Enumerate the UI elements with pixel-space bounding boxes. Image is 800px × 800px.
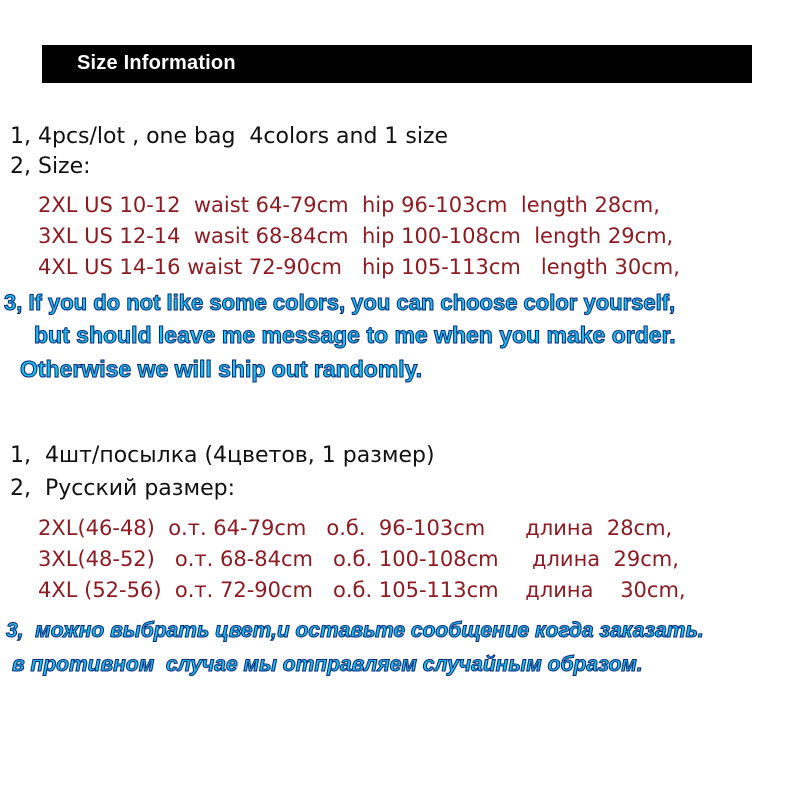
- lot-info-line: 1, 4pcs/lot , one bag 4colors and 1 size: [10, 124, 449, 149]
- size-row-3xl: 3XL US 12-14 wasit 68-84cm hip 100-108cm length 29cm,: [38, 224, 674, 248]
- color-note-line-3: Otherwise we will ship out randomly.: [20, 356, 423, 382]
- size-row-3xl-ru: 3XL(48-52) о.т. 68-84cm о.б. 100-108cm длина 29cm,: [38, 547, 679, 571]
- section-title: Size Information: [77, 52, 236, 74]
- color-note-line-1: 3, If you do not like some colors, you can choose color yourself,: [4, 290, 676, 315]
- color-note-line-2: but should leave me message to me when you make order.: [34, 322, 676, 348]
- color-note-ru-line-2: в противном случае мы отправляем случайным образом.: [12, 653, 643, 676]
- section-header-banner: [42, 45, 752, 83]
- size-row-2xl: 2XL US 10-12 waist 64-79cm hip 96-103cm length 28cm,: [38, 193, 660, 217]
- size-heading-line: 2, Size:: [10, 154, 91, 179]
- size-row-2xl-ru: 2XL(46-48) о.т. 64-79cm о.б. 96-103cm длина 28cm,: [38, 516, 673, 540]
- lot-info-line-ru: 1, 4шт/посылка (4цветов, 1 размер): [10, 443, 435, 468]
- size-row-4xl-ru: 4XL (52-56) о.т. 72-90cm о.б. 105-113cm длина 30cm,: [38, 578, 686, 602]
- color-note-ru-line-1: 3, можно выбрать цвет,и оставьте сообщение когда заказать.: [6, 619, 704, 642]
- size-row-4xl: 4XL US 14-16 waist 72-90cm hip 105-113cm length 30cm,: [38, 255, 680, 279]
- size-heading-line-ru: 2, Русский размер:: [10, 476, 235, 501]
